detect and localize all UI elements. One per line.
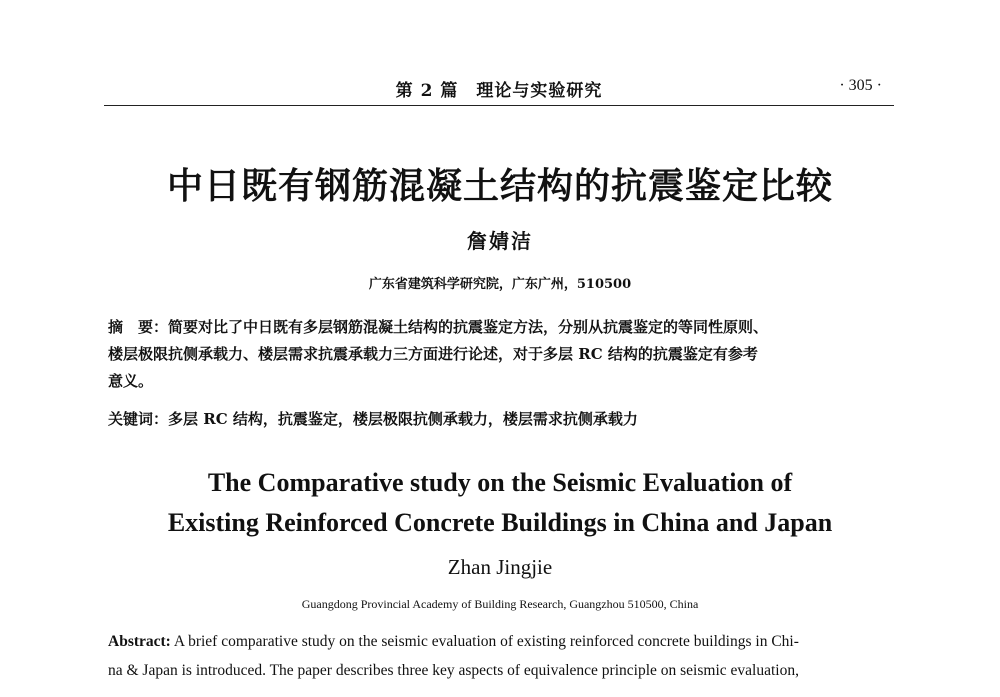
chinese-abstract-text-1: 简要对比了中日既有多层钢筋混凝土结构的抗震鉴定方法，分别从抗震鉴定的等同性原则、: [168, 318, 769, 336]
chinese-author: 詹婧洁: [467, 229, 533, 253]
running-header: [104, 72, 894, 102]
english-abstract: [108, 627, 894, 685]
header-section-number: 第 2 篇: [395, 81, 459, 101]
chinese-keywords-label: 关键词：: [108, 410, 169, 428]
chinese-keywords: [108, 406, 894, 433]
chinese-abstract-line-3: 意义。: [108, 372, 154, 390]
page-number: · 305 ·: [839, 77, 882, 94]
english-title-line-1: The Comparative study on the Seismic Evaluation of: [207, 468, 793, 497]
chinese-title: 中日既有钢筋混凝土结构的抗震鉴定比较: [166, 165, 833, 207]
english-author: Zhan Jingjie: [447, 555, 553, 579]
english-abstract-text-1: A brief comparative study on the seismic evaluation of existing reinforced concrete buildings in Chi-: [173, 633, 799, 650]
chinese-abstract-label: 摘 要：: [108, 318, 169, 336]
english-title: [0, 463, 1000, 543]
chinese-affiliation: 广东省建筑科学研究院，广东广州，510500: [368, 277, 632, 292]
chinese-keywords-text: 多层 RC 结构，抗震鉴定，楼层极限抗侧承载力，楼层需求抗侧承载力: [168, 410, 638, 428]
header-rule: [104, 105, 894, 106]
chinese-abstract: [108, 314, 894, 395]
header-section: [104, 76, 894, 101]
english-abstract-line-2: na & Japan is introduced. The paper describes three key aspects of equivalence principle on seismic evaluation,: [108, 662, 799, 679]
english-title-line-2: Existing Reinforced Concrete Buildings in China and Japan: [167, 508, 833, 537]
english-abstract-line-1: [108, 627, 894, 656]
header-section-title: 理论与实验研究: [476, 81, 603, 101]
english-abstract-label: Abstract:: [108, 633, 171, 650]
english-affiliation: Guangdong Provincial Academy of Building Research, Guangzhou 510500, China: [301, 597, 699, 611]
chinese-abstract-line-2: 楼层极限抗侧承载力、楼层需求抗震承载力三方面进行论述，对于多层 RC 结构的抗震鉴定有参考: [108, 345, 758, 363]
chinese-abstract-line-1: [108, 314, 894, 341]
